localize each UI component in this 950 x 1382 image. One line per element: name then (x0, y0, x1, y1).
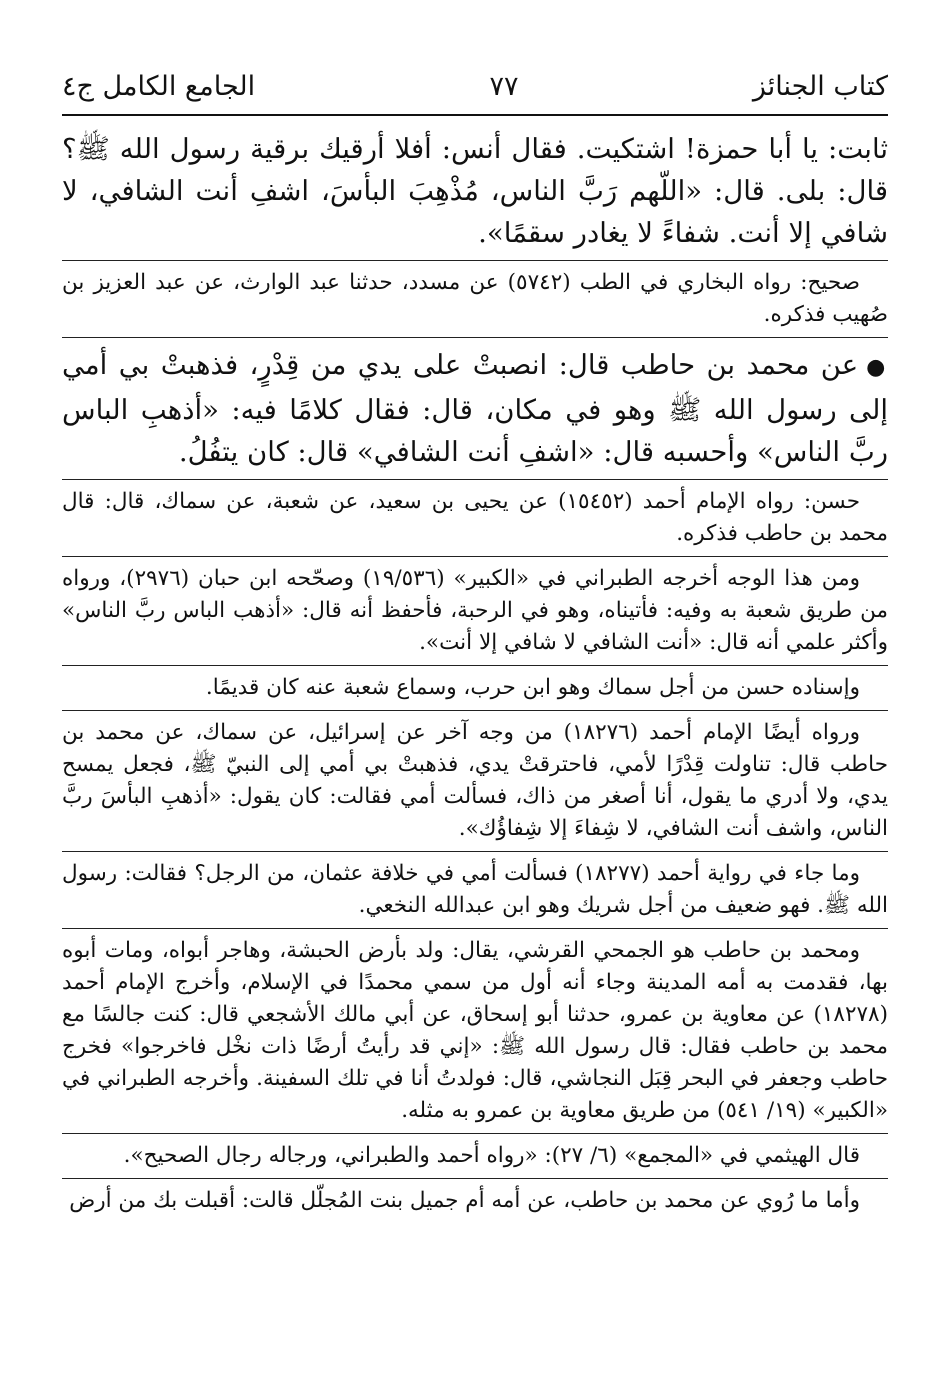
separator-line (62, 260, 888, 261)
hadith-text: ثابت: يا أبا حمزة! اشتكيت. فقال أنس: أفلا أرقيك برقية رسول الله ﷺ؟ قال: بلى. قال: «اللّهم رَبَّ الناس، مُذْهِبَ البأسَ، اشفِ أنت الشافي، لا شافي إلا أنت. شفاءً لا يغادر سقمًا». (62, 133, 888, 249)
hadith-text (62, 344, 888, 473)
book-title: الجامع الكامل ج٤ (62, 70, 256, 102)
commentary-paragraph: وما جاء في رواية أحمد (١٨٢٧٧) فسألت أمي في خلافة عثمان، من الرجل؟ فقالت: رسول الله ﷺ. فهو ضعيف من أجل شريك وهو ابن عبدالله النخعي. (62, 861, 888, 918)
hadith-body: عن محمد بن حاطب قال: انصبتْ على يدي من قِدْرٍ، فذهبتْ بي أمي إلى رسول الله ﷺ وهو في مكان، قال: فقال كلامًا فيه: «أذهبِ الباس ربَّ الناس» وأحسبه قال: «اشفِ أنت الشافي» قال: كان يتفُلُ. (62, 349, 888, 468)
commentary-paragraph: وإسناده حسن من أجل سماك وهو ابن حرب، وسماع شعبة عنه كان قديمًا. (205, 675, 860, 700)
commentary-paragraph: ورواه أيضًا الإمام أحمد (١٨٢٧٦) من وجه آخر عن إسرائيل، عن سماك، عن محمد بن حاطب قال: تناولت قِدْرًا لأمي، فاحترقتْ يدي، فذهبتْ بي أمي إلى النبيّ ﷺ، فجعل يمسح يدي، ولا أدري ما يقول، أنا أصغر من ذاك، فسألت أمي فقالت: كان يقول: «أذهبِ البأسَ ربَّ الناس، واشف أنت الشافي، لا شِفاءَ إلا شِفاؤُك». (62, 720, 888, 841)
takhrij-note: حسن: رواه الإمام أحمد (١٥٤٥٢) عن يحيى بن سعيد، عن شعبة، عن سماك، قال: قال محمد بن حاطب فذكره. (62, 489, 888, 546)
separator-line (62, 337, 888, 338)
separator-line (62, 928, 888, 929)
separator-line (62, 1133, 888, 1134)
commentary-paragraph: وأما ما رُوي عن محمد بن حاطب، عن أمه أم جميل بنت المُجلّل قالت: أقبلت بك من أرض (69, 1188, 860, 1213)
separator-line (62, 556, 888, 557)
page-content (62, 128, 888, 1217)
bullet-icon: ● (866, 355, 888, 380)
separator-line (62, 1178, 888, 1179)
commentary-paragraph: ومحمد بن حاطب هو الجمحي القرشي، يقال: ولد بأرض الحبشة، وهاجر أبواه، ومات أبوه بها، فقدمت به أمه المدينة وجاء أنه أول من سمي محمدًا في الإسلام، وأخرج الإمام أحمد (١٨٢٧٨) عن معاوية بن عمرو، حدثنا أبو إسحاق، عن أبي مالك الأشجعي قال: كنت جالسًا مع محمد بن حاطب فقال: قال رسول الله ﷺ: «إني قد رأيتُ أرضًا ذات نخْل فاخرجوا» فخرج حاطب وجعفر في البحر قِبَل النجاشي، قال: فولدتُ أنا في تلك السفينة. وأخرجه الطبراني في «الكبير» (١٩/ ٥٤١) من طريق معاوية بن عمرو به مثله. (62, 938, 888, 1123)
commentary-paragraph: قال الهيثمي في «المجمع» (٦/ ٢٧): «رواه أحمد والطبراني، ورجاله رجال الصحيح». (123, 1143, 860, 1168)
separator-line (62, 665, 888, 666)
separator-line (62, 710, 888, 711)
page-header (62, 62, 888, 110)
page-number: ٧٧ (489, 70, 519, 102)
takhrij-note: صحيح: رواه البخاري في الطب (٥٧٤٢) عن مسدد، حدثنا عبد الوارث، عن عبد العزيز بن صُهيب فذكره. (62, 270, 888, 327)
separator-line (62, 851, 888, 852)
chapter-title: كتاب الجنائز (752, 70, 888, 102)
commentary-paragraph: ومن هذا الوجه أخرجه الطبراني في «الكبير» (١٩/٥٣٦) وصحّحه ابن حبان (٢٩٧٦)، ورواه من طريق شعبة به وفيه: فأتيناه، وهو في الرحبة، فأحفظ أنه قال: «أذهب الباس ربَّ الناس» وأكثر علمي أنه قال: «أنت الشافي لا شافي إلا أنت». (62, 566, 888, 655)
header-rule (62, 114, 888, 116)
separator-line (62, 479, 888, 480)
